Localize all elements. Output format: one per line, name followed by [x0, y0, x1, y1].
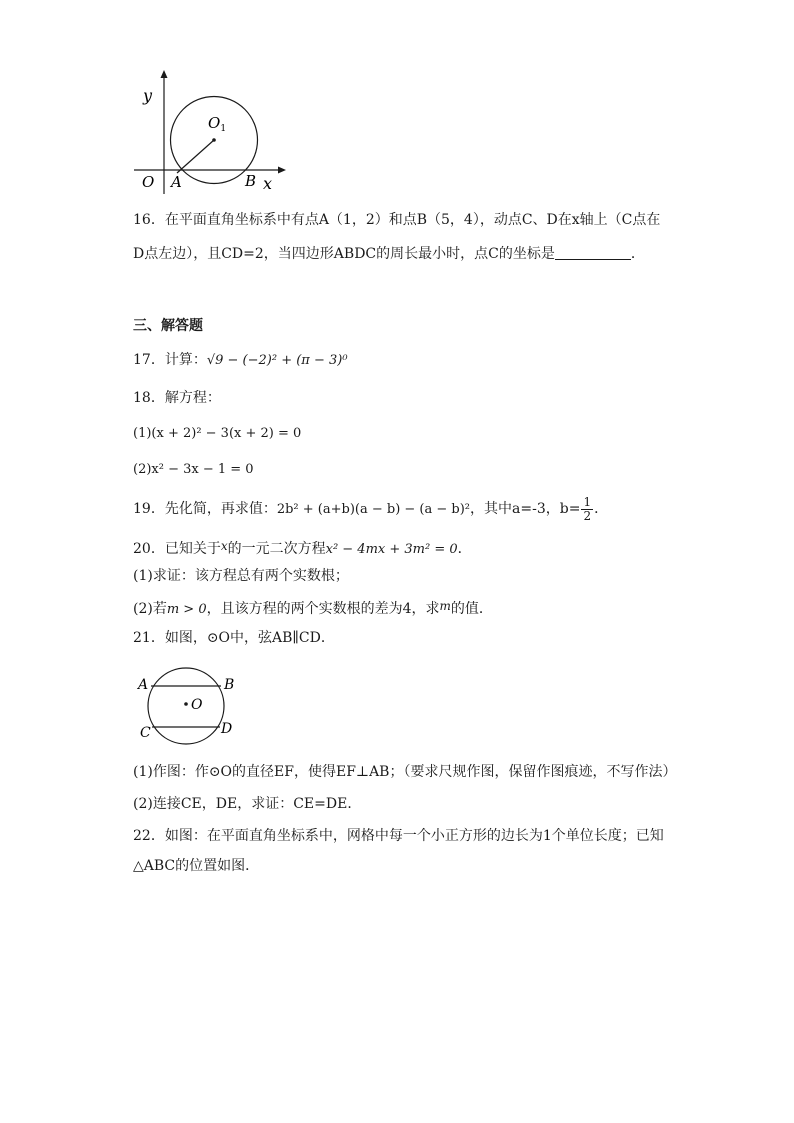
q19-fraction-num: 1	[583, 494, 592, 509]
q19-expression: 2b² + (a+b)(a − b) − (a − b)²	[276, 502, 471, 517]
q20-text-b: 的一元二次方程	[227, 541, 326, 557]
q17	[133, 350, 348, 371]
label-a: A	[171, 173, 182, 191]
label-d: D	[221, 721, 233, 737]
q20-part1: (1)求证：该方程总有两个实数根；	[133, 568, 349, 584]
q20-var-x: x	[220, 539, 228, 553]
q20-p2-end: 的值．	[450, 601, 493, 617]
q16-line2-text: D点左边），且CD=2，当四边形ABDC的周长最小时，点C的坐标是	[133, 246, 555, 262]
q19-prefix: 19．先化简，再求值：	[133, 501, 277, 517]
q20-p2-condition: m > 0	[166, 602, 207, 617]
q21-title: 21．如图，⊙O中，弦AB∥CD．	[133, 630, 335, 646]
x-axis-arrow	[278, 167, 286, 174]
q20-equation: x² − 4mx + 3m² = 0	[325, 542, 458, 557]
q16-end: ．	[630, 246, 645, 262]
label-y: y	[143, 86, 153, 105]
q19-fraction	[581, 496, 593, 523]
label-b: B	[245, 172, 257, 190]
q19-fraction-den: 2	[583, 508, 592, 523]
q17-expression: √9 − (−2)² + (π − 3)⁰	[206, 353, 348, 368]
q21-part2: (2)连接CE，DE，求证：CE=DE．	[133, 796, 362, 812]
label-c: C	[140, 725, 151, 741]
center-point-o	[184, 702, 188, 706]
q16-answer-blank[interactable]	[555, 245, 631, 260]
q20-line1	[133, 536, 472, 560]
q18-part1: (1)(x + 2)² − 3(x + 2) = 0	[133, 426, 302, 441]
q20-part2	[133, 596, 493, 620]
circle-o	[148, 668, 224, 744]
q20-p2-m: m	[439, 599, 451, 613]
circle-axes-figure	[128, 66, 293, 198]
label-a: A	[138, 677, 149, 693]
circle-chords-figure	[134, 666, 244, 750]
q17-prefix: 17．计算：	[133, 352, 207, 368]
q20-text-a: 20．已知关于	[133, 541, 221, 557]
q21-part1: (1)作图：作⊙O的直径EF，使得EF⊥AB；（要求尺规作图，保留作图痕迹，不写作法）	[133, 764, 677, 780]
label-o: O	[142, 173, 155, 191]
q19-end: ．	[594, 501, 609, 517]
label-x: x	[263, 174, 273, 193]
q19-condition: ，其中a=-3，b=	[470, 501, 581, 517]
label-o1: $O_1$	[208, 114, 227, 134]
q18-part2: (2)x² − 3x − 1 = 0	[133, 462, 254, 477]
center-point-o1	[212, 138, 216, 142]
q20-p2-b: ，且该方程的两个实数根的差为4，求	[206, 601, 440, 617]
radius-o1-a	[177, 140, 214, 173]
q20-line1-end: ．	[457, 541, 472, 557]
q22-line1: 22．如图：在平面直角坐标系中，网格中每一个小正方形的边长为1个单位长度；已知	[133, 828, 664, 844]
q19	[133, 494, 608, 525]
q16-line1: 16．在平面直角坐标系中有点A（1，2）和点B（5，4），动点C、D在x轴上（C点在	[133, 212, 661, 228]
y-axis-arrow	[161, 70, 168, 78]
q16-line2	[133, 244, 645, 264]
label-b: B	[224, 677, 235, 693]
q22-line2: △ABC的位置如图．	[133, 858, 260, 874]
section-title: 三、解答题	[133, 318, 203, 334]
label-o: O	[191, 697, 203, 713]
q20-p2-a: (2)若	[133, 601, 167, 617]
q18-title: 18．解方程：	[133, 390, 221, 406]
